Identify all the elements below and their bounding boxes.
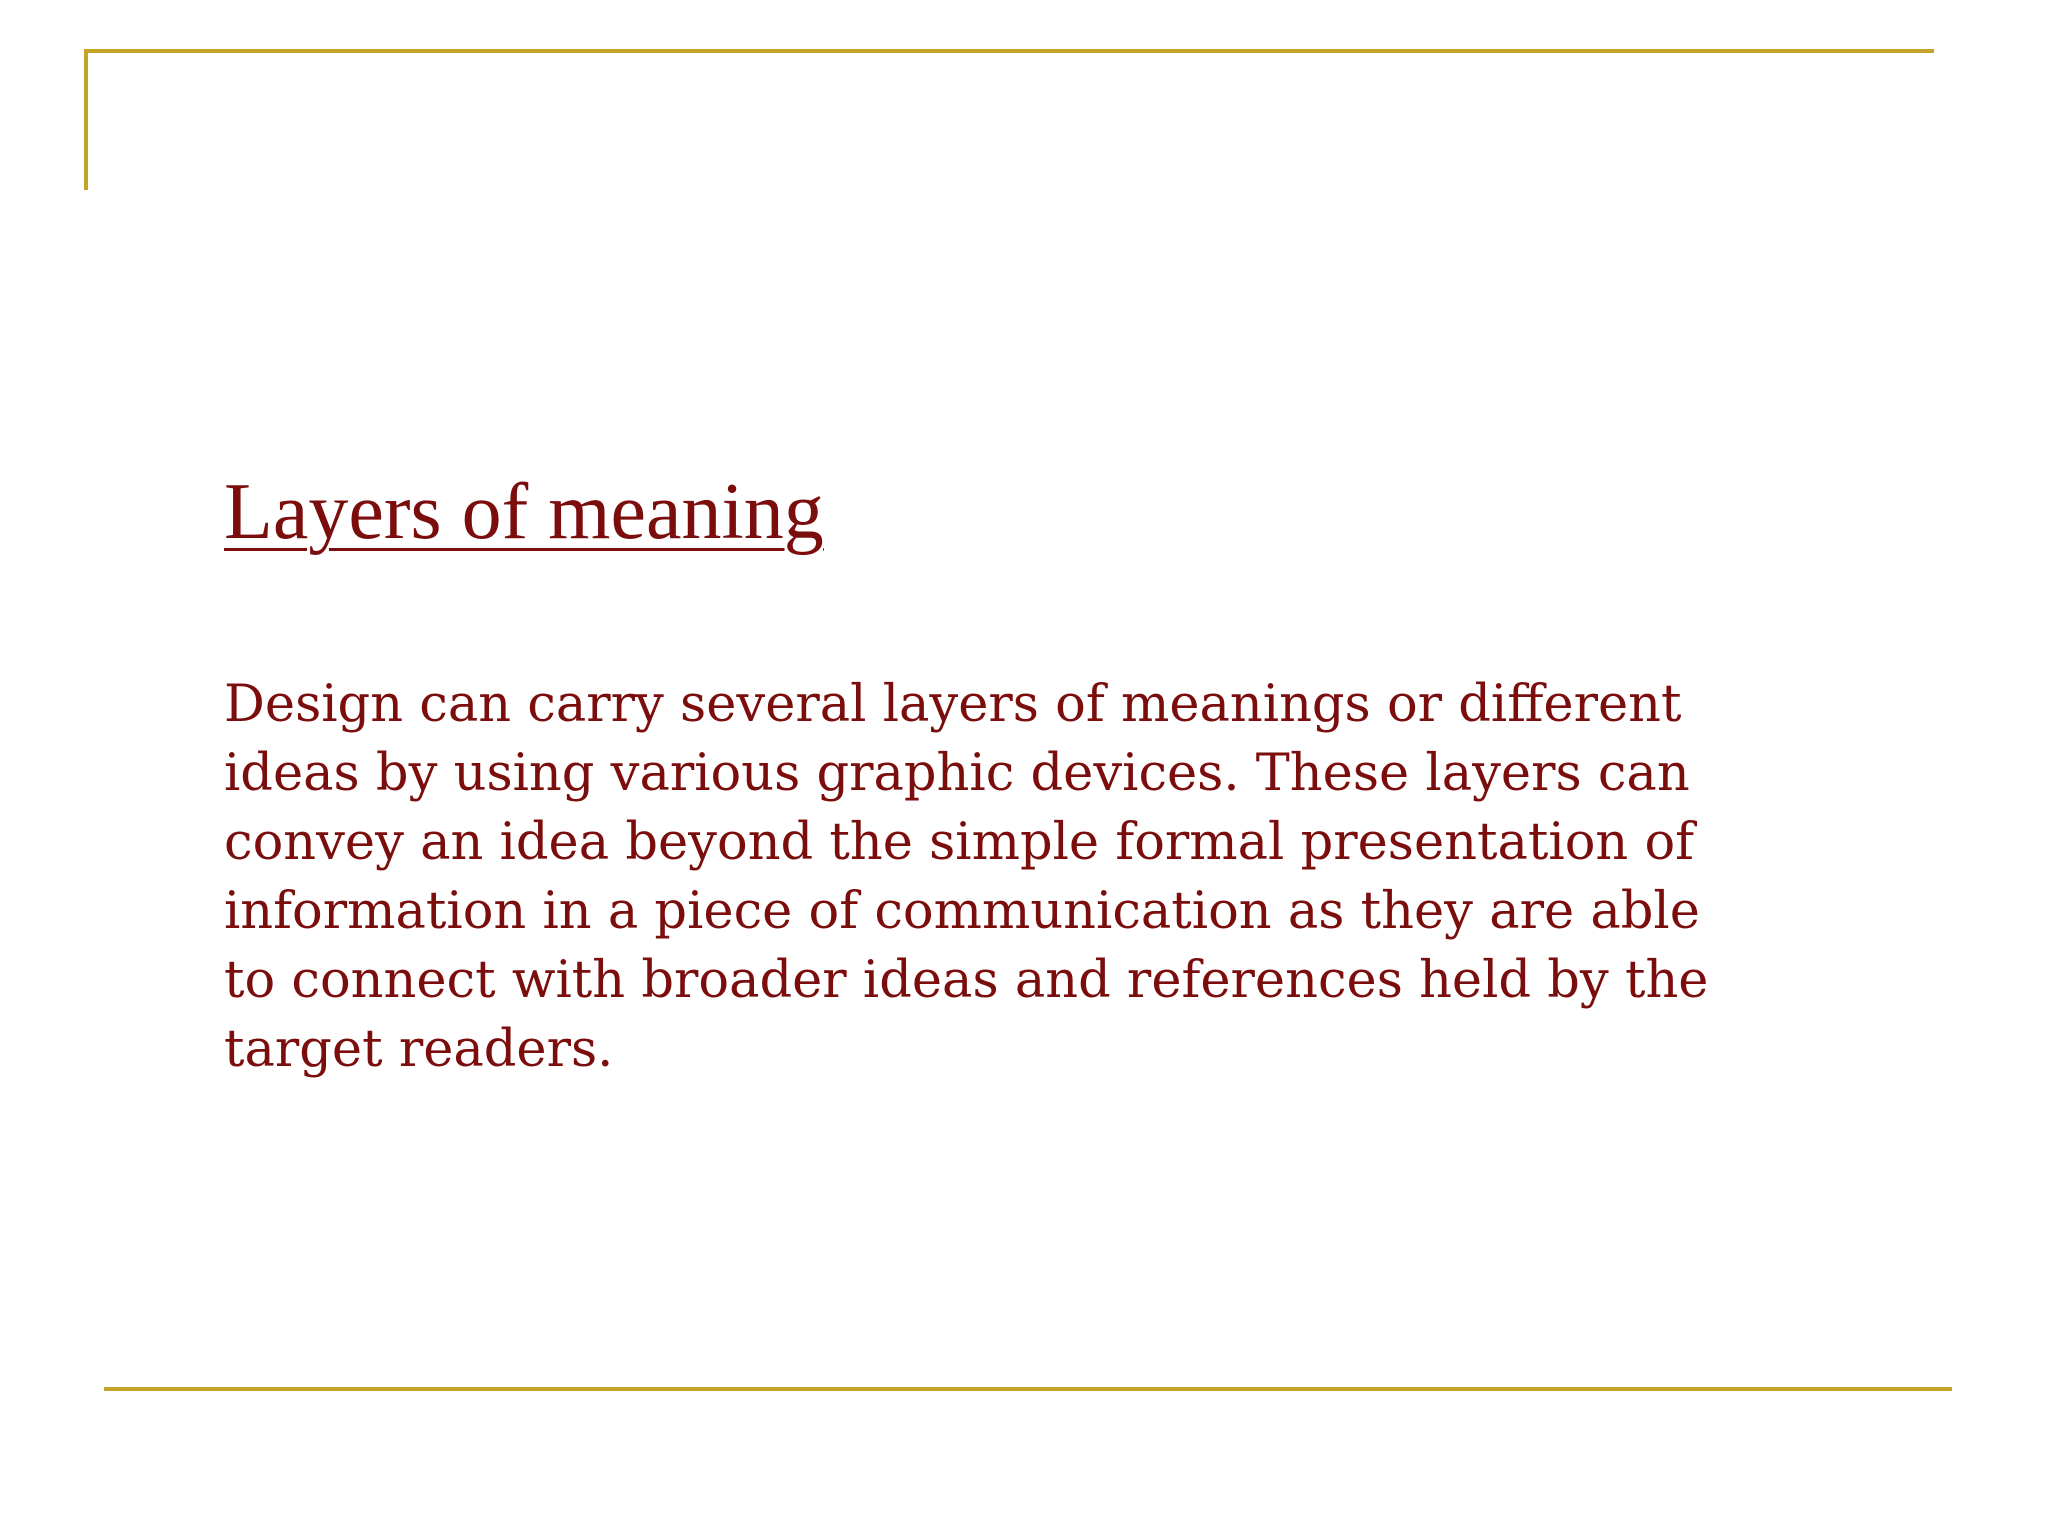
body-line: to connect with broader ideas and references held by the <box>224 951 1709 1010</box>
body-line: convey an idea beyond the simple formal presentation of <box>224 813 1695 872</box>
body-line: information in a piece of communication as they are able <box>224 882 1700 941</box>
body-line: ideas by using various graphic devices. These layers can <box>224 744 1690 803</box>
left-rule-line <box>84 49 88 190</box>
bottom-rule-line <box>104 1387 1952 1391</box>
top-rule-line <box>84 49 1934 53</box>
body-line: target readers. <box>224 1020 614 1079</box>
slide-body-text <box>224 670 1864 1084</box>
body-line: Design can carry several layers of meanings or different <box>224 675 1682 734</box>
slide-title: Layers of meaning <box>224 468 824 556</box>
